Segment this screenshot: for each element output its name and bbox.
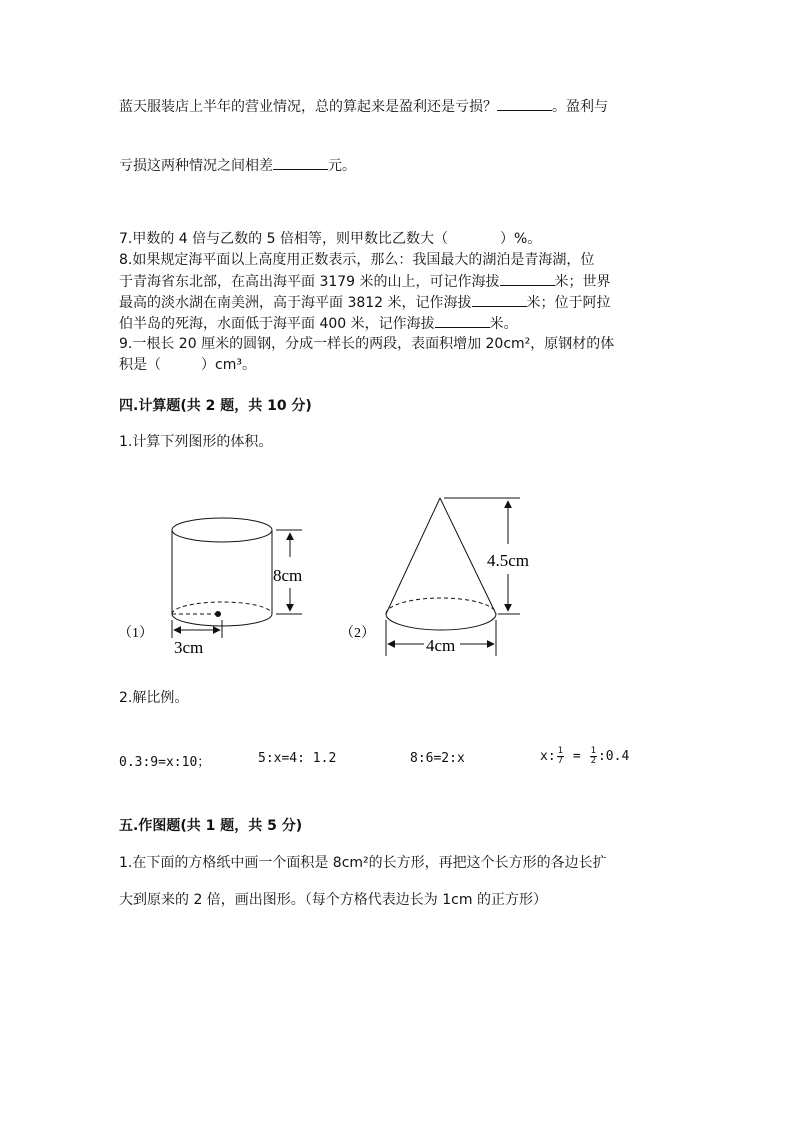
fraction-2-denominator: 2: [590, 756, 596, 766]
q6-line1-tail: 。盈利与: [552, 99, 608, 115]
proportion-4-suffix: :0.4: [597, 749, 630, 764]
q8-line1: 8.如果规定海平面以上高度用正数表示，那么：我国最大的湖泊是青海湖，位: [119, 252, 595, 268]
fig2-width-label: 4cm: [426, 636, 456, 655]
section4-heading: 四.计算题(共 2 题，共 10 分): [119, 398, 312, 414]
fig2-height-label: 4.5cm: [487, 551, 530, 570]
fig2-tag: （2）: [340, 626, 375, 641]
fraction-1-denominator: 7: [557, 756, 564, 766]
fig1-width-label: 3cm: [174, 638, 204, 657]
cylinder-base-back: [172, 602, 272, 614]
fraction-2-numerator: 1: [590, 746, 596, 756]
q9-line2-tail: ）cm³。: [201, 357, 256, 373]
cylinder-top: [172, 518, 272, 542]
proportion-2: 5:x=4: 1.2: [258, 751, 337, 766]
cone-base-back: [386, 598, 496, 614]
q6-line2-tail: 元。: [328, 158, 356, 174]
section5-q1-line1: 1.在下面的方格纸中画一个面积是 8cm²的长方形，再把这个长方形的各边长扩: [119, 855, 607, 871]
cone-figure: [386, 498, 520, 656]
cone-side-left: [386, 498, 440, 614]
section5-heading: 五.作图题(共 1 题，共 5 分): [119, 818, 303, 834]
fig1-tag: （1）: [118, 626, 153, 641]
proportion-4-equals: =: [565, 749, 589, 764]
q6-line1-text: 蓝天服装店上半年的营业情况，总的算起来是盈利还是亏损？: [119, 99, 497, 115]
proportion-4: [540, 747, 629, 766]
q7-tail: ）%。: [499, 231, 542, 247]
fraction-1-numerator: 1: [557, 746, 564, 756]
q9-line1: 9.一根长 20 厘米的圆钢，分成一样长的两段，表面积增加 20cm²，原钢材的体: [119, 336, 615, 352]
q8-line2-text: 于青海省东北部，在高出海平面 3179 米的山上，可记作海拔: [119, 274, 500, 290]
cylinder-center-dot: [216, 612, 221, 617]
proportion-3: 8:6=2:x: [410, 751, 465, 766]
cone-base-front: [386, 614, 496, 630]
q6-line2-text: 亏损这两种情况之间相差: [119, 158, 273, 174]
q7-text: 7.甲数的 4 倍与乙数的 5 倍相等，则甲数比乙数大（: [119, 231, 448, 247]
fig1-height-label: 8cm: [273, 566, 303, 585]
proportion-4-fraction-2: [590, 747, 597, 766]
q8-line4-text: 伯半岛的死海，水面低于海平面 400 米，记作海拔: [119, 316, 435, 332]
q8-line4-tail: 米。: [489, 316, 518, 332]
proportion-4-prefix: x:: [540, 749, 556, 764]
q8-line3-tail: 米；位于阿拉: [526, 295, 611, 311]
q8-line3-text: 最高的淡水湖在南美洲，高于海平面 3812 米，记作海拔: [119, 295, 472, 311]
q9-line2-text: 积是（: [119, 357, 161, 373]
section4-q1: 1.计算下列图形的体积。: [119, 434, 273, 450]
section5-q1-line2: 大到原来的 2 倍，画出图形。（每个方格代表边长为 1cm 的正方形）: [119, 892, 547, 908]
q8-line2-tail: 米；世界: [554, 274, 611, 290]
proportion-4-fraction-1: [557, 747, 564, 766]
section4-q2: 2.解比例。: [119, 690, 189, 706]
proportion-1: 0.3:9=x:10；: [119, 755, 211, 770]
